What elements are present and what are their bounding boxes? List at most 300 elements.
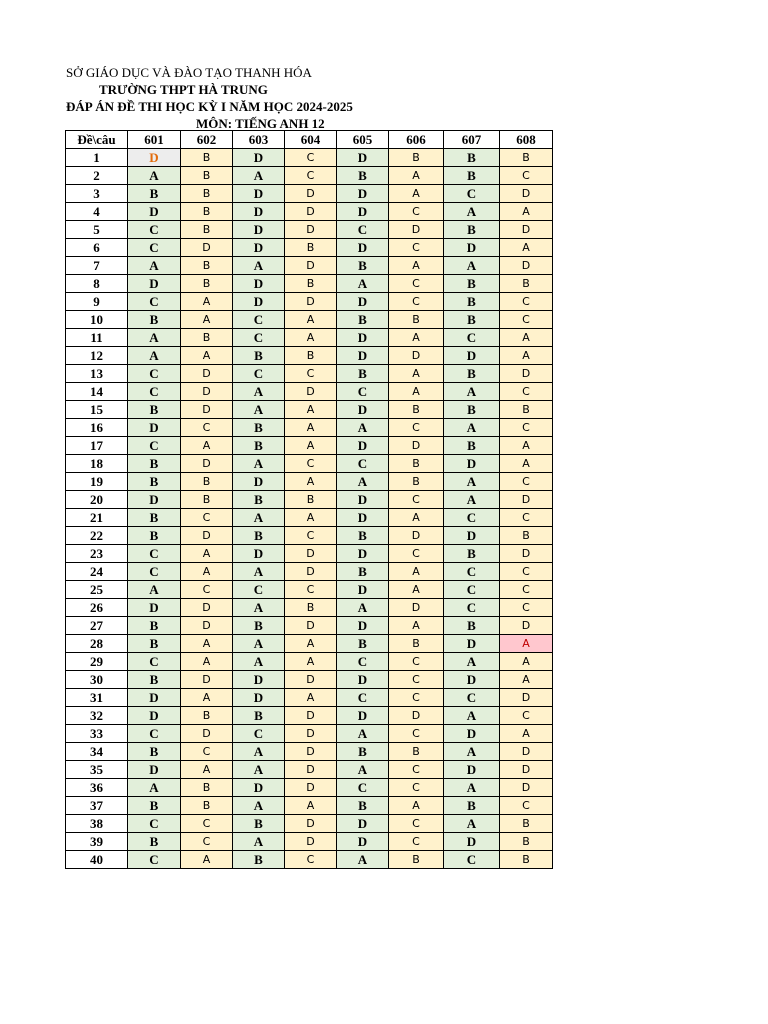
answer-cell: D: [285, 293, 337, 311]
question-number: 23: [66, 545, 128, 563]
answer-cell: B: [444, 401, 500, 419]
answer-cell: B: [128, 401, 181, 419]
answer-cell: A: [233, 509, 285, 527]
answer-cell: C: [389, 761, 444, 779]
answer-cell: C: [285, 581, 337, 599]
answer-cell: D: [285, 725, 337, 743]
answer-cell: A: [128, 167, 181, 185]
question-number: 40: [66, 851, 128, 869]
answer-cell: C: [128, 725, 181, 743]
answer-cell: B: [500, 401, 553, 419]
answer-cell: D: [285, 617, 337, 635]
answer-cell: C: [233, 329, 285, 347]
table-row: [66, 347, 553, 365]
answer-cell: B: [285, 239, 337, 257]
answer-cell: C: [500, 581, 553, 599]
table-row: [66, 653, 553, 671]
answer-cell: D: [337, 833, 389, 851]
answer-cell: A: [285, 689, 337, 707]
table-row: [66, 815, 553, 833]
table-row: [66, 167, 553, 185]
table-row: [66, 365, 553, 383]
exam-code-header: 604: [285, 131, 337, 149]
question-number: 18: [66, 455, 128, 473]
table-row: [66, 581, 553, 599]
question-number: 4: [66, 203, 128, 221]
answer-cell: B: [128, 311, 181, 329]
answer-cell: D: [444, 239, 500, 257]
answer-cell: C: [128, 293, 181, 311]
answer-cell: D: [337, 815, 389, 833]
answer-cell: D: [389, 437, 444, 455]
answer-cell: C: [233, 725, 285, 743]
table-row: [66, 725, 553, 743]
answer-cell: B: [337, 743, 389, 761]
answer-cell: A: [233, 761, 285, 779]
answer-cell: B: [233, 527, 285, 545]
answer-cell: D: [233, 185, 285, 203]
answer-cell: A: [389, 509, 444, 527]
answer-cell: A: [444, 707, 500, 725]
answer-cell: A: [444, 653, 500, 671]
answer-cell: C: [500, 599, 553, 617]
answer-cell: A: [500, 653, 553, 671]
table-row: [66, 797, 553, 815]
answer-cell: C: [389, 419, 444, 437]
answer-cell: B: [337, 257, 389, 275]
answer-cell: D: [181, 725, 233, 743]
answer-cell: B: [389, 311, 444, 329]
answer-cell: D: [500, 689, 553, 707]
answer-cell: B: [128, 455, 181, 473]
question-number: 27: [66, 617, 128, 635]
exam-code-header: 602: [181, 131, 233, 149]
answer-cell: D: [285, 833, 337, 851]
answer-cell: C: [337, 653, 389, 671]
answer-cell: A: [181, 653, 233, 671]
answer-cell: B: [389, 635, 444, 653]
exam-code-header: 606: [389, 131, 444, 149]
answer-cell: A: [181, 851, 233, 869]
question-number: 31: [66, 689, 128, 707]
answer-cell: D: [337, 239, 389, 257]
answer-cell: B: [233, 437, 285, 455]
answer-cell: D: [128, 599, 181, 617]
question-number: 30: [66, 671, 128, 689]
answer-cell: D: [337, 185, 389, 203]
answer-cell: D: [181, 383, 233, 401]
answer-cell: B: [389, 455, 444, 473]
answer-cell: B: [181, 167, 233, 185]
answer-cell: A: [389, 257, 444, 275]
answer-cell: D: [285, 203, 337, 221]
answer-cell: D: [444, 455, 500, 473]
answer-cell: B: [337, 311, 389, 329]
answer-cell: D: [181, 365, 233, 383]
answer-cell: A: [181, 689, 233, 707]
answer-cell: A: [233, 167, 285, 185]
answer-cell: A: [500, 635, 553, 653]
answer-cell: C: [181, 743, 233, 761]
department-name: SỞ GIÁO DỤC VÀ ĐÀO TẠO THANH HÓA: [66, 65, 312, 80]
answer-cell: C: [389, 545, 444, 563]
answer-cell: D: [337, 671, 389, 689]
answer-cell: D: [389, 347, 444, 365]
answer-cell: D: [500, 257, 553, 275]
answer-cell: A: [233, 401, 285, 419]
answer-cell: A: [389, 617, 444, 635]
answer-cell: D: [500, 743, 553, 761]
answer-cell: D: [444, 725, 500, 743]
answer-cell: B: [233, 851, 285, 869]
table-row: [66, 491, 553, 509]
exam-code-header: 605: [337, 131, 389, 149]
answer-cell: D: [128, 275, 181, 293]
question-number: 39: [66, 833, 128, 851]
answer-cell: D: [128, 203, 181, 221]
answer-cell: C: [337, 689, 389, 707]
answer-cell: A: [337, 419, 389, 437]
answer-cell: D: [444, 527, 500, 545]
answer-cell: D: [181, 671, 233, 689]
answer-cell: B: [181, 203, 233, 221]
answer-cell: D: [285, 761, 337, 779]
answer-cell: D: [285, 563, 337, 581]
question-number: 34: [66, 743, 128, 761]
table-row: [66, 275, 553, 293]
question-number: 19: [66, 473, 128, 491]
answer-cell: D: [128, 707, 181, 725]
answer-cell: C: [233, 365, 285, 383]
answer-cell: D: [389, 599, 444, 617]
answer-cell: C: [128, 563, 181, 581]
answer-cell: A: [233, 455, 285, 473]
answer-cell: B: [444, 293, 500, 311]
answer-cell: C: [128, 653, 181, 671]
answer-cell: B: [181, 473, 233, 491]
table-row: [66, 437, 553, 455]
answer-cell: D: [500, 761, 553, 779]
answer-cell: C: [337, 383, 389, 401]
answer-cell: A: [500, 437, 553, 455]
answer-cell: B: [233, 707, 285, 725]
question-number: 1: [66, 149, 128, 167]
answer-cell: C: [500, 563, 553, 581]
answer-cell: B: [389, 473, 444, 491]
answer-cell: B: [500, 527, 553, 545]
table-row: [66, 761, 553, 779]
answer-cell: C: [181, 581, 233, 599]
answer-cell: B: [181, 797, 233, 815]
answer-cell: A: [128, 257, 181, 275]
exam-code-header: 608: [500, 131, 553, 149]
answer-cell: C: [500, 473, 553, 491]
table-row: [66, 743, 553, 761]
answer-cell: B: [389, 743, 444, 761]
answer-cell: D: [128, 491, 181, 509]
question-number: 11: [66, 329, 128, 347]
answer-cell: C: [444, 563, 500, 581]
answer-cell: A: [389, 563, 444, 581]
answer-cell: C: [285, 851, 337, 869]
answer-cell: B: [389, 851, 444, 869]
answer-cell: A: [233, 257, 285, 275]
answer-cell: B: [233, 347, 285, 365]
answer-cell: A: [181, 545, 233, 563]
table-row: [66, 563, 553, 581]
answer-cell: A: [389, 365, 444, 383]
answer-cell: D: [233, 689, 285, 707]
answer-cell: A: [337, 725, 389, 743]
answer-cell: C: [128, 851, 181, 869]
answer-cell: D: [337, 347, 389, 365]
question-number: 6: [66, 239, 128, 257]
answer-cell: A: [285, 509, 337, 527]
table-row: [66, 671, 553, 689]
answer-cell: B: [444, 437, 500, 455]
answer-cell: B: [389, 149, 444, 167]
table-row: [66, 419, 553, 437]
answer-cell: C: [389, 725, 444, 743]
answer-cell: A: [128, 581, 181, 599]
answer-cell: D: [285, 545, 337, 563]
answer-cell: A: [337, 851, 389, 869]
answer-cell: B: [444, 617, 500, 635]
answer-cell: C: [444, 689, 500, 707]
answer-cell: D: [181, 599, 233, 617]
answer-cell: C: [389, 653, 444, 671]
table-row: [66, 239, 553, 257]
answer-cell: D: [233, 473, 285, 491]
question-number: 38: [66, 815, 128, 833]
answer-cell: B: [233, 419, 285, 437]
answer-cell: D: [128, 419, 181, 437]
answer-cell: B: [128, 185, 181, 203]
answer-cell: D: [500, 365, 553, 383]
answer-cell: D: [233, 239, 285, 257]
answer-cell: C: [285, 365, 337, 383]
answer-cell: B: [444, 149, 500, 167]
answer-cell: C: [285, 167, 337, 185]
answer-cell: B: [181, 707, 233, 725]
answer-cell: D: [500, 221, 553, 239]
question-number: 32: [66, 707, 128, 725]
answer-cell: A: [500, 671, 553, 689]
question-number: 16: [66, 419, 128, 437]
answer-cell: C: [444, 329, 500, 347]
answer-cell: C: [181, 509, 233, 527]
answer-cell: C: [128, 365, 181, 383]
answer-cell: A: [285, 653, 337, 671]
table-row: [66, 473, 553, 491]
answer-cell: D: [233, 275, 285, 293]
answer-cell: D: [285, 257, 337, 275]
answer-cell: C: [337, 779, 389, 797]
answer-cell: A: [181, 635, 233, 653]
answer-cell: B: [444, 167, 500, 185]
table-row: [66, 221, 553, 239]
answer-cell: D: [444, 635, 500, 653]
table-row: [66, 833, 553, 851]
answer-cell: A: [233, 599, 285, 617]
answer-cell: A: [389, 383, 444, 401]
answer-cell: A: [500, 239, 553, 257]
corner-cell: Đề\câu: [66, 131, 128, 149]
table-row: [66, 707, 553, 725]
answer-cell: A: [337, 473, 389, 491]
answer-cell: B: [500, 815, 553, 833]
answer-cell: D: [500, 779, 553, 797]
answer-cell: B: [233, 491, 285, 509]
subject-name: MÔN: TIẾNG ANH 12: [196, 116, 325, 131]
answer-cell: B: [337, 563, 389, 581]
answer-cell: C: [500, 311, 553, 329]
header-row: [66, 131, 553, 149]
answer-cell: A: [389, 167, 444, 185]
answer-cell: C: [500, 293, 553, 311]
answer-cell: C: [500, 419, 553, 437]
answer-cell: A: [128, 779, 181, 797]
answer-cell: B: [128, 833, 181, 851]
answer-cell: C: [389, 671, 444, 689]
table-row: [66, 149, 553, 167]
answer-cell: D: [181, 239, 233, 257]
answer-cell: A: [389, 797, 444, 815]
answer-cell: A: [444, 743, 500, 761]
answer-cell: D: [337, 293, 389, 311]
table-row: [66, 455, 553, 473]
answer-cell: B: [233, 815, 285, 833]
answer-cell: A: [389, 329, 444, 347]
answer-cell: D: [128, 689, 181, 707]
answer-cell: B: [444, 365, 500, 383]
answer-cell: D: [181, 617, 233, 635]
table-row: [66, 185, 553, 203]
question-number: 21: [66, 509, 128, 527]
answer-cell: B: [128, 671, 181, 689]
school-name: TRƯỜNG THPT HÀ TRUNG: [99, 82, 268, 97]
answer-cell: D: [337, 617, 389, 635]
answer-cell: B: [128, 797, 181, 815]
table-row: [66, 257, 553, 275]
answer-cell: A: [444, 491, 500, 509]
table-row: [66, 635, 553, 653]
answer-cell: D: [500, 185, 553, 203]
question-number: 33: [66, 725, 128, 743]
answer-cell: A: [500, 725, 553, 743]
answer-cell: B: [128, 509, 181, 527]
answer-cell: A: [444, 203, 500, 221]
answer-cell: A: [285, 635, 337, 653]
answer-cell: D: [337, 509, 389, 527]
answer-cell: B: [128, 617, 181, 635]
answer-cell: C: [500, 167, 553, 185]
answer-cell: D: [181, 527, 233, 545]
answer-cell: A: [500, 455, 553, 473]
answer-cell: C: [181, 419, 233, 437]
answer-cell: D: [337, 491, 389, 509]
question-number: 36: [66, 779, 128, 797]
question-number: 7: [66, 257, 128, 275]
answer-cell: C: [128, 221, 181, 239]
answer-cell: C: [389, 293, 444, 311]
answer-cell: D: [233, 221, 285, 239]
answer-cell: A: [233, 383, 285, 401]
answer-cell: C: [444, 599, 500, 617]
answer-cell: D: [444, 761, 500, 779]
answer-cell: D: [337, 545, 389, 563]
answer-cell: B: [444, 545, 500, 563]
answer-cell: D: [181, 401, 233, 419]
answer-cell: D: [337, 329, 389, 347]
answer-cell: B: [128, 743, 181, 761]
answer-cell: D: [181, 455, 233, 473]
question-number: 29: [66, 653, 128, 671]
question-number: 20: [66, 491, 128, 509]
answer-cell: D: [337, 581, 389, 599]
answer-cell: A: [181, 293, 233, 311]
answer-cell: A: [233, 743, 285, 761]
question-number: 9: [66, 293, 128, 311]
answer-cell: A: [500, 347, 553, 365]
question-number: 8: [66, 275, 128, 293]
question-number: 35: [66, 761, 128, 779]
answer-cell: B: [181, 257, 233, 275]
answer-cell: A: [285, 437, 337, 455]
answer-cell: A: [128, 329, 181, 347]
answer-cell: A: [444, 473, 500, 491]
table-row: [66, 689, 553, 707]
answer-cell: B: [285, 491, 337, 509]
answer-cell: C: [389, 833, 444, 851]
answer-cell: A: [444, 257, 500, 275]
question-number: 37: [66, 797, 128, 815]
question-number: 13: [66, 365, 128, 383]
answer-cell: C: [444, 509, 500, 527]
table-row: [66, 203, 553, 221]
answer-cell: D: [285, 743, 337, 761]
answer-cell: D: [444, 347, 500, 365]
answer-cell: A: [181, 311, 233, 329]
answer-cell: B: [181, 779, 233, 797]
answer-cell: C: [389, 779, 444, 797]
answer-cell: D: [500, 491, 553, 509]
answer-cell: C: [128, 437, 181, 455]
answer-cell: B: [444, 311, 500, 329]
answer-cell: A: [181, 437, 233, 455]
answer-cell: D: [337, 203, 389, 221]
answer-cell: A: [285, 401, 337, 419]
answer-cell: D: [337, 707, 389, 725]
answer-cell: C: [128, 383, 181, 401]
question-number: 15: [66, 401, 128, 419]
question-number: 5: [66, 221, 128, 239]
table-row: [66, 383, 553, 401]
answer-cell: A: [285, 329, 337, 347]
answer-cell: A: [444, 779, 500, 797]
answer-cell: B: [128, 635, 181, 653]
table-row: [66, 293, 553, 311]
answer-cell: D: [337, 149, 389, 167]
answer-cell: C: [337, 455, 389, 473]
answer-cell: D: [389, 707, 444, 725]
answer-cell: D: [337, 401, 389, 419]
table-row: [66, 527, 553, 545]
answer-cell: C: [444, 185, 500, 203]
answer-cell: B: [181, 149, 233, 167]
question-number: 28: [66, 635, 128, 653]
answer-cell: A: [233, 563, 285, 581]
